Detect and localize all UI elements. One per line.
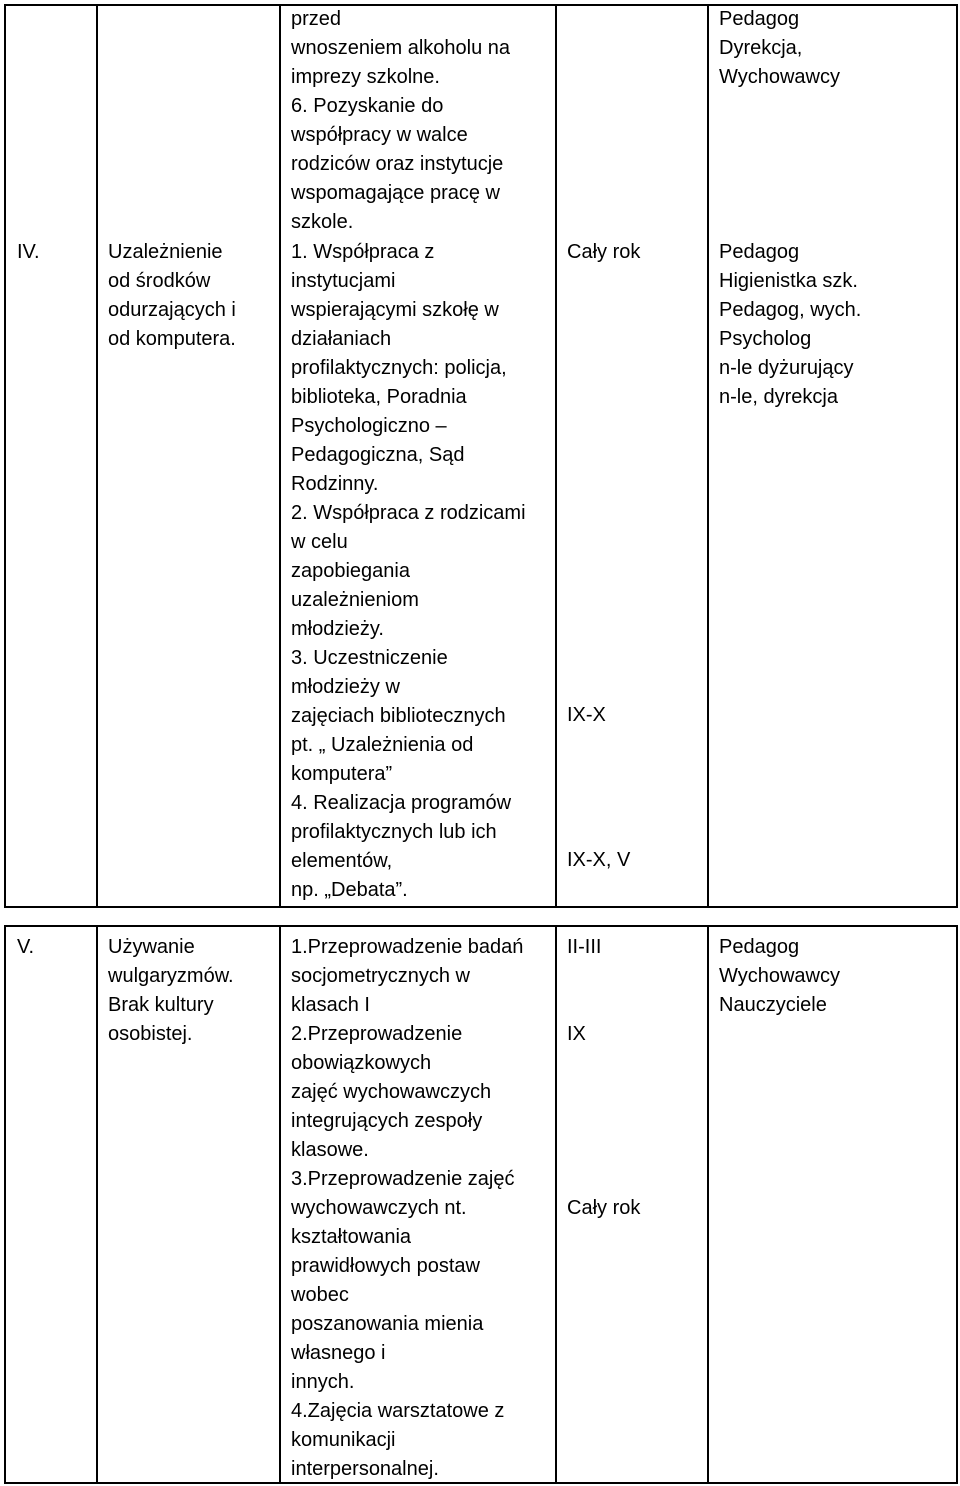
column-divider xyxy=(707,925,709,1484)
table-bottom-border xyxy=(4,906,958,908)
term-text: Cały rok xyxy=(567,241,641,263)
responsible-text: Pedagog Wychowawcy Nauczyciele xyxy=(719,936,840,1016)
row-number: IV. xyxy=(17,241,40,263)
term-text: IX-X xyxy=(567,704,606,726)
table-right-border xyxy=(956,925,958,1484)
table-right-border xyxy=(956,4,958,908)
term-text: IX-X, V xyxy=(567,849,631,871)
table-left-border xyxy=(4,925,6,1484)
column-divider xyxy=(96,925,98,1484)
tasks-text: 1.Przeprowadzenie badań socjometrycznych w klasach I 2.Przeprowadzenie obowiązkowych zajęć wychowawczych integrujących zespoły klasowe. 3.Przeprowadzenie zajęć wychowawczych nt. kształtowania prawidłowych postaw wobec poszanowania mienia własnego i innych. 4.Zajęcia warsztatowe z komunikacji interpersonalnej. xyxy=(291,936,524,1480)
responsible-continued-text: Pedagog Dyrekcja, Wychowawcy xyxy=(719,8,840,88)
row-number: V. xyxy=(17,936,35,958)
column-divider xyxy=(707,4,709,908)
column-divider xyxy=(555,925,557,1484)
column-divider xyxy=(279,4,281,908)
column-divider xyxy=(279,925,281,1484)
column-divider xyxy=(96,4,98,908)
table-top-border xyxy=(4,925,958,927)
term-text: II-III xyxy=(567,936,602,958)
tasks-text: 1. Współpraca z instytucjami wspierającymi szkołę w działaniach profilaktycznych: policja, biblioteka, Poradnia Psychologiczno – Pedagogiczna, Sąd Rodzinny. 2. Współpraca z rodzicami w celu zapobiegania uzależnieniom młodzieży. 3. Uczestniczenie młodzieży w zajęciach bibliotecznych pt. „ Uzależnienia od komputera” 4. Realizacja programów profilaktycznych lub ich elementów, np. „Debata”. xyxy=(291,241,526,901)
term-text: IX xyxy=(567,1023,586,1045)
problem-text: Używanie wulgaryzmów. Brak kultury osobistej. xyxy=(108,936,234,1045)
term-text: Cały rok xyxy=(567,1197,641,1219)
responsible-text: Pedagog Higienistka szk. Pedagog, wych. Psycholog n-le dyżurujący n-le, dyrekcja xyxy=(719,241,862,408)
tasks-continued-text: przed wnoszeniem alkoholu na imprezy szkolne. 6. Pozyskanie do współpracy w walce rodziców oraz instytucje wspomagające pracę w szkole. xyxy=(291,8,511,233)
table-left-border xyxy=(4,4,6,908)
problem-text: Uzależnienie od środków odurzających i od komputera. xyxy=(108,241,236,350)
column-divider xyxy=(555,4,557,908)
